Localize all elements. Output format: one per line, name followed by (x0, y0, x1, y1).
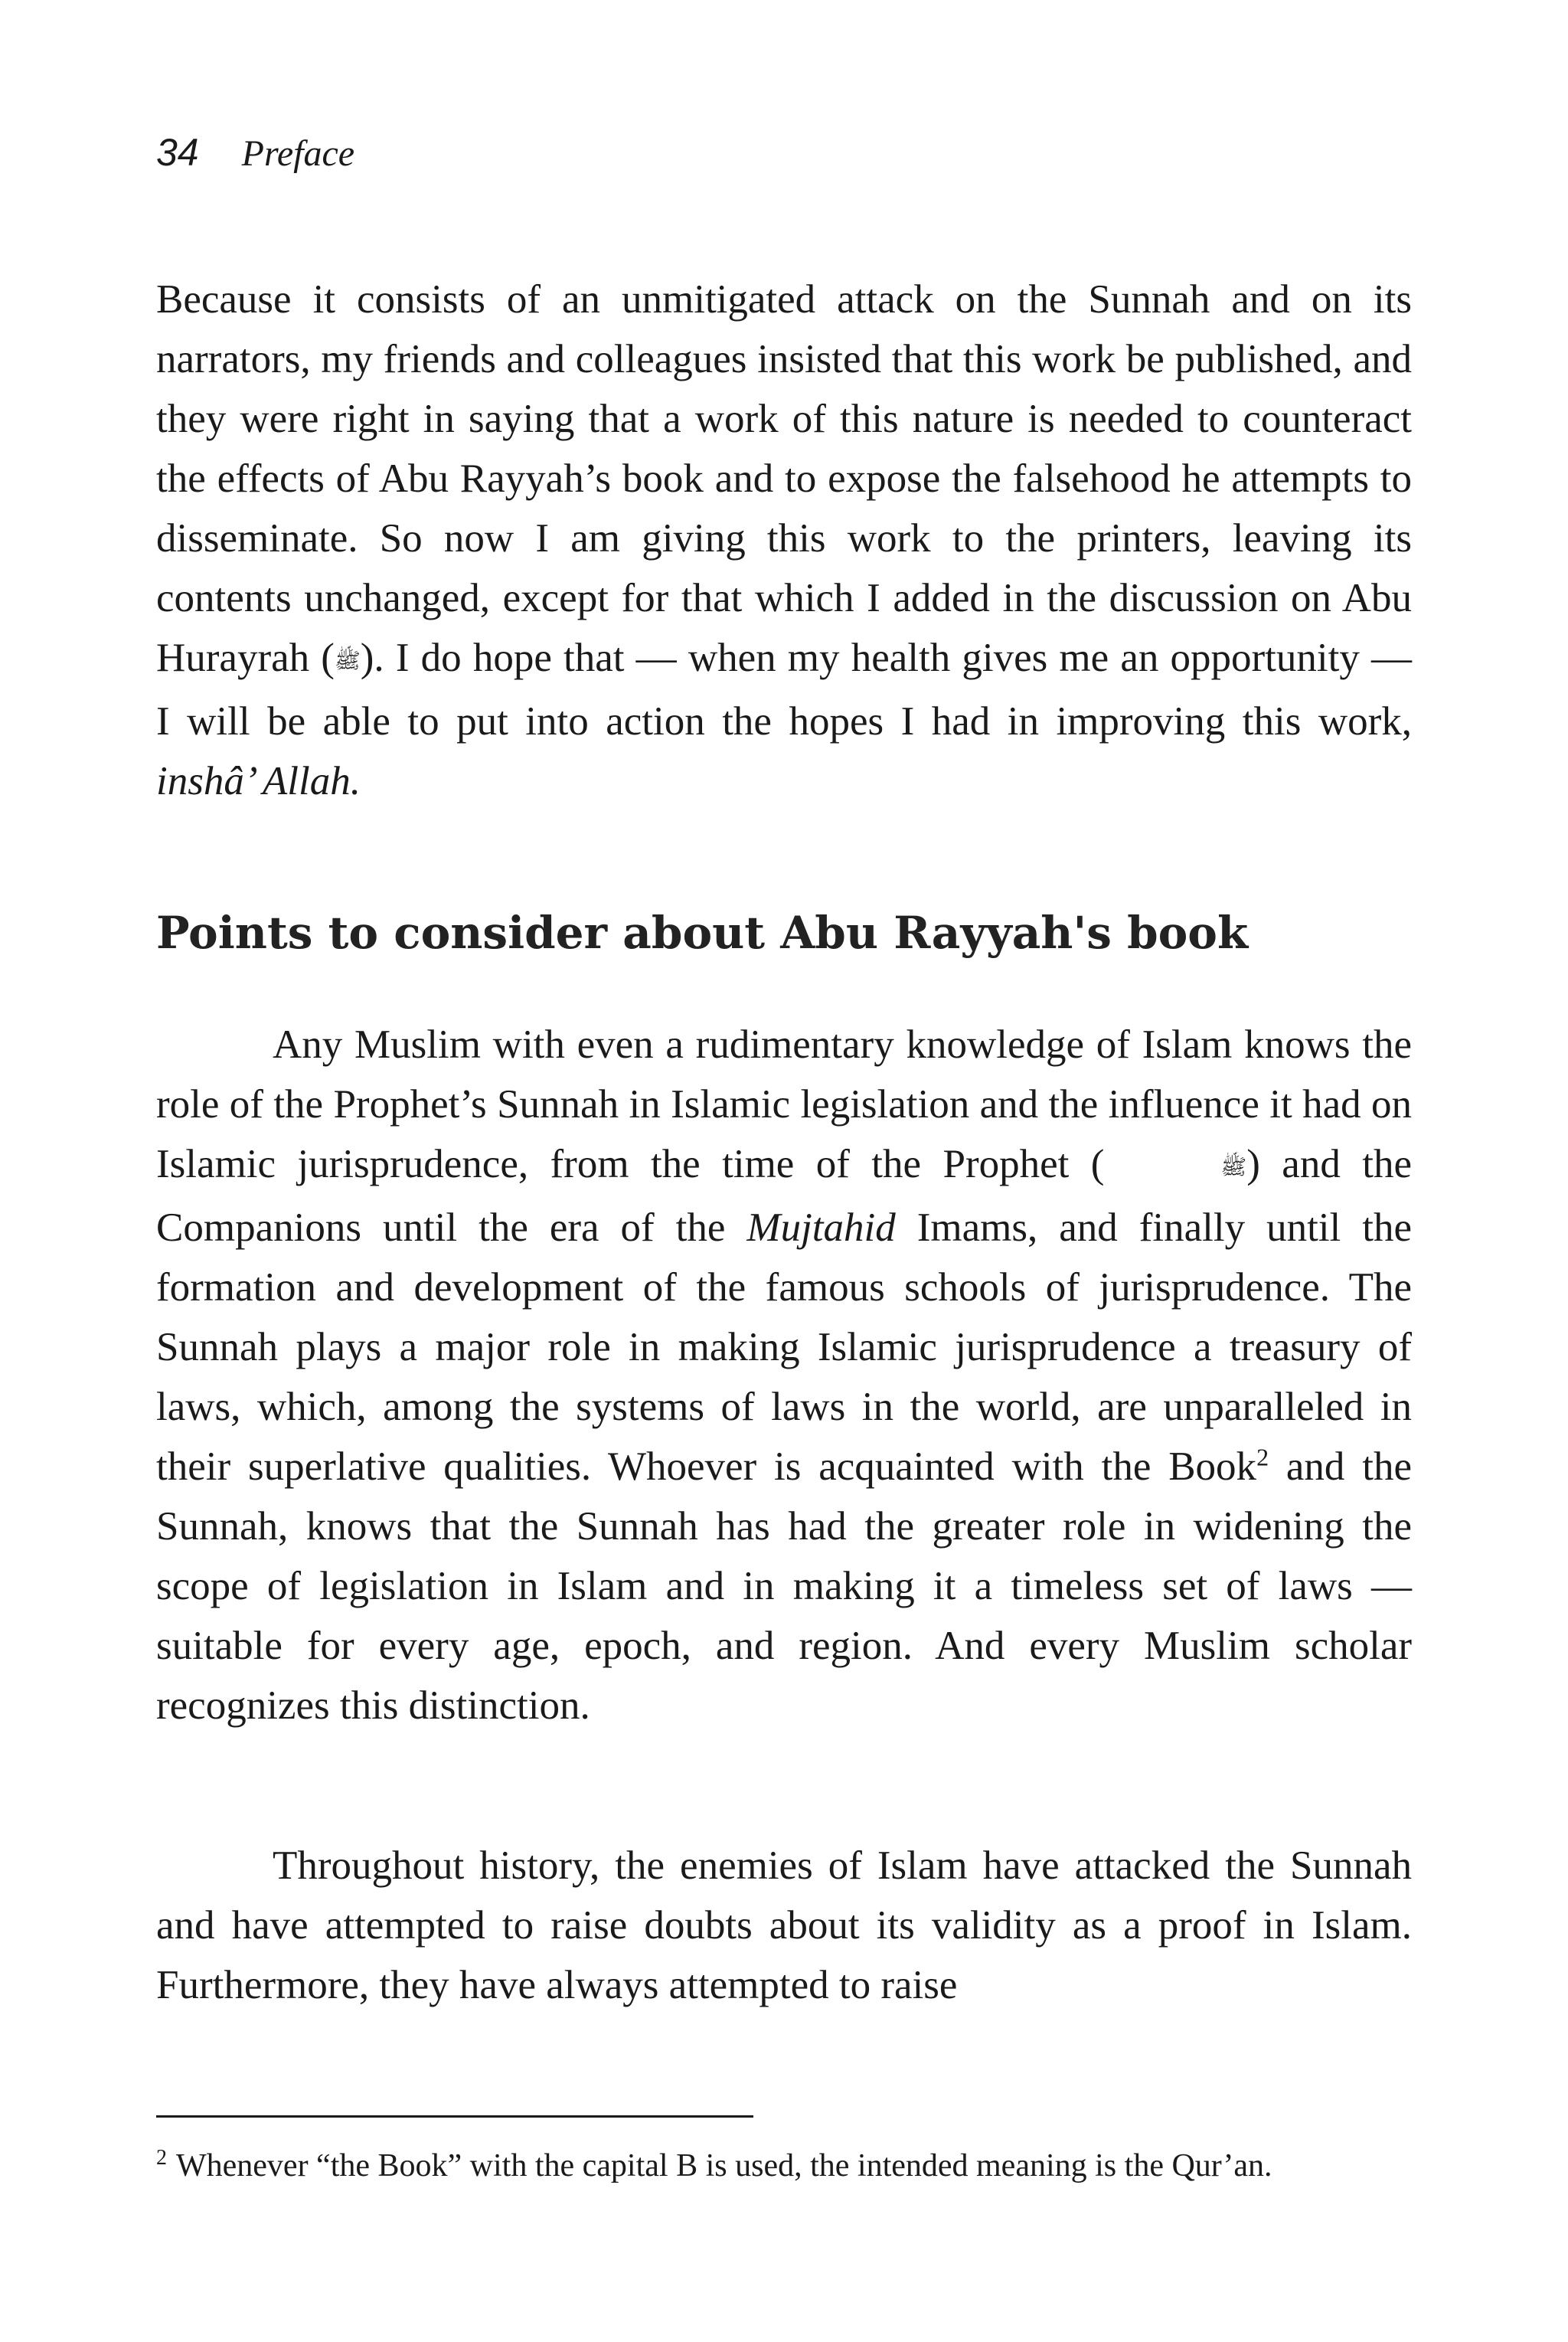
paragraph-2-text-a: Any Muslim with even a rudimentary knowledge of Islam knows the role of the Prophet’s Sunnah in Islamic legislation and the influence it had on Islamic jurisprudence, from the time of the Prophet ( (156, 1022, 1412, 1186)
footnote (156, 2141, 1412, 2191)
honorific-glyph: ﷺ (334, 649, 361, 673)
paragraph-2 (156, 1015, 1412, 1735)
footnote-marker: 2 (156, 2146, 167, 2170)
section-title: Preface (241, 133, 355, 174)
page-number: 34 (156, 131, 199, 174)
paragraph-2-text-d: and the Sunnah, knows that the Sunnah has had the greater role in widening the scope of legislation in Islam and in making it a timeless set of laws — suitable for every age, epoch, and region. And every Muslim scholar recognizes this distinction. (156, 1444, 1412, 1728)
paragraph-1-text-b: ). I do hope that — when my health gives me an opportunity — I will be able to put into action the hopes I had in improving this work, (156, 636, 1412, 744)
paragraph-1-text-a: Because it consists of an unmitigated attack on the Sunnah and on its narrators, my friends and colleagues insisted that this work be published, and they were right in saying that a work of this nature is needed to counteract the effects of Abu Rayyah’s book and to expose the falsehood he attempts to disseminate. So now I am giving this work to the printers, leaving its contents unchanged, except for that which I added in the discussion on Abu Hurayrah ( (156, 277, 1412, 680)
paragraph-2-text-c: Imams, and finally until the formation and development of the famous schools of jurisprudence. The Sunnah plays a major role in making Islamic jurisprudence a treasury of laws, which, among the systems of laws in the world, are unparalleled in their superlative qualities. Whoever is acquainted with the Book (156, 1205, 1413, 1489)
paragraph-1-italic: inshâ’ Allah. (156, 758, 361, 803)
footnote-reference: 2 (1256, 1443, 1269, 1471)
paragraph-2-text-b: ) and the Companions until the era of the (156, 1142, 1412, 1250)
paragraph-3: Throughout history, the enemies of Islam have attacked the Sunnah and have attempted to raise doubts about its validity as a proof in Islam. Furthermore, they have always attempted to raise (156, 1843, 1412, 2007)
section-heading: Points to consider about Abu Rayyah's book (156, 907, 1249, 959)
paragraph-1 (156, 270, 1412, 811)
footnote-text: Whenever “the Book” with the capital B is used, the intended meaning is the Qur’an. (176, 2148, 1272, 2183)
paragraph-2-italic: Mujtahid (746, 1205, 896, 1250)
running-header (156, 130, 354, 175)
footnote-divider (156, 2115, 753, 2118)
honorific-glyph: ﷺ (1220, 1155, 1247, 1179)
